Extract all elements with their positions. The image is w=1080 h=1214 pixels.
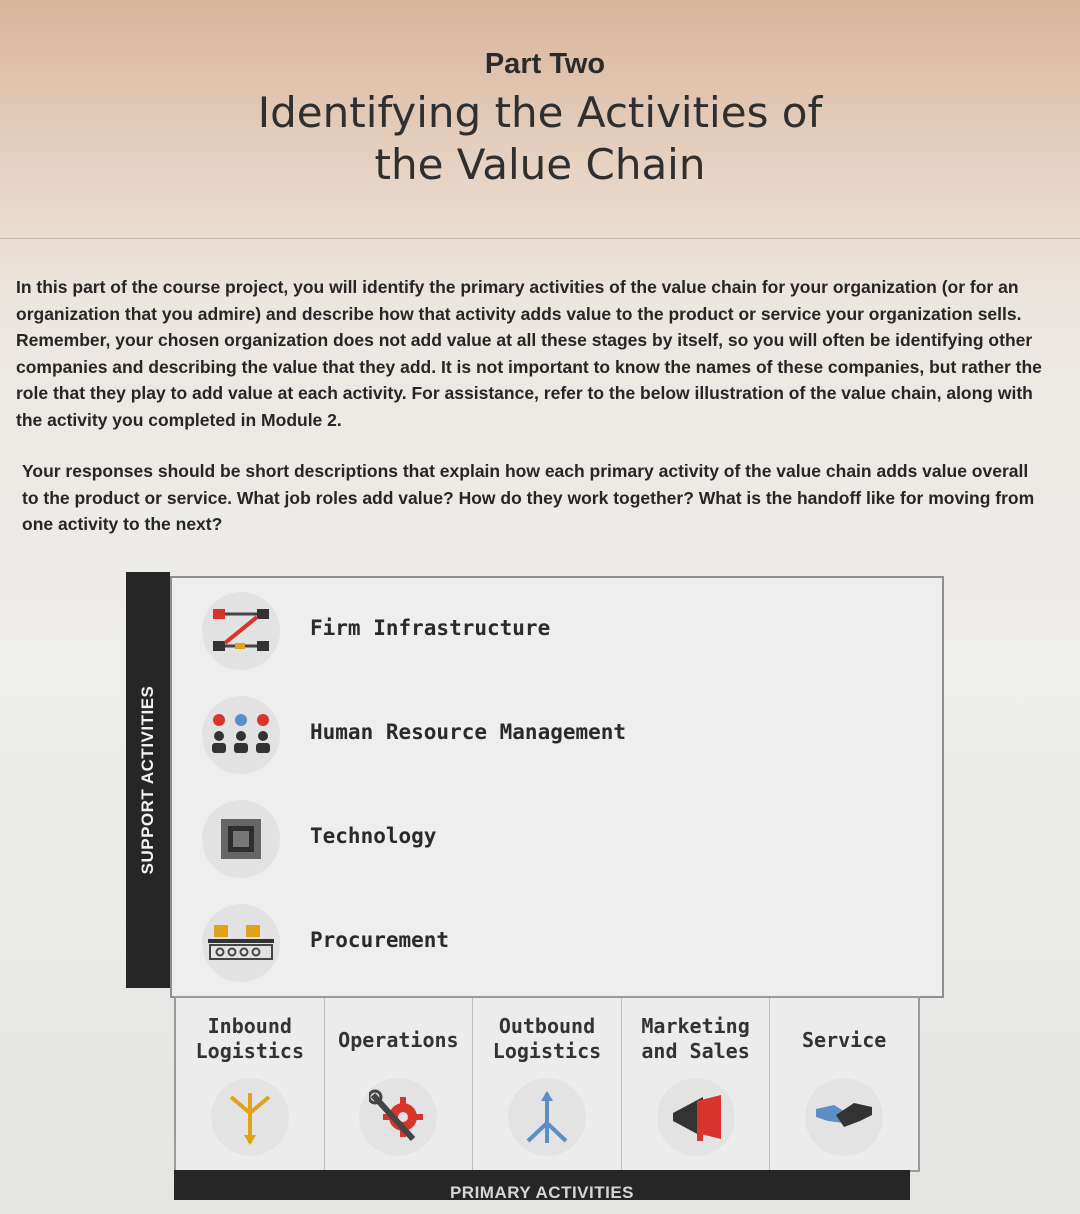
primary-col-inbound-logistics: [176, 998, 325, 1170]
primary-activities-label: PRIMARY ACTIVITIES: [449, 1183, 635, 1202]
primary-activities-panel: [174, 996, 920, 1172]
instructions-paragraph: Your responses should be short descriptions that explain how each primary activity of the value chain adds value overall to the product or service. What job roles add value? How do they work together? What is the handoff like for moving from one activity to the next?: [22, 461, 1035, 534]
support-label-human-resource: Human Resource Management: [310, 720, 627, 744]
primary-col-marketing-sales: [622, 998, 771, 1170]
primary-label-line1: Outbound: [498, 1014, 596, 1038]
intro-paragraph: In this part of the course project, you will identify the primary activities of the value chain for your organization (or for an organization that you admire) and describe how that activity adds value to the product or service your organization sells. Remember, your chosen organization does not add value at all these stages by itself, so you will often be identifying other companies and describing the value that they add. It is not important to know the names of these companies, but rather the role that they play to add value at each activity. For assistance, refer to the below illustration of the value chain, along with the activity you completed in Module 2.: [16, 277, 1042, 430]
network-icon: [202, 592, 280, 670]
page-title: [0, 87, 1080, 191]
title-block: [0, 48, 1080, 191]
people-icon: [202, 696, 280, 774]
support-row-technology: [202, 800, 922, 880]
value-chain-diagram: [126, 572, 942, 1200]
inbound-arrows-icon: [211, 1078, 289, 1156]
primary-label-inbound-logistics: [176, 1014, 324, 1064]
gear-wrench-icon: [359, 1078, 437, 1156]
support-row-human-resource: [202, 696, 922, 776]
divider: [0, 238, 1080, 239]
support-row-firm-infrastructure: [202, 592, 922, 672]
handshake-icon: [805, 1078, 883, 1156]
primary-label-line1: Marketing: [641, 1014, 750, 1038]
support-label-firm-infrastructure: Firm Infrastructure: [310, 616, 551, 640]
support-activities-panel: [170, 576, 944, 998]
support-row-procurement: [202, 904, 922, 984]
chip-icon: [202, 800, 280, 878]
primary-label-outbound-logistics: [473, 1014, 621, 1064]
primary-label-operations: Operations: [338, 1028, 459, 1052]
primary-label-line1: Inbound: [207, 1014, 292, 1038]
primary-label-service: Service: [802, 1028, 887, 1052]
primary-col-operations: [325, 998, 474, 1170]
page-title-line1: Identifying the Activities of: [257, 88, 823, 137]
support-label-procurement: Procurement: [310, 928, 450, 952]
support-activities-label: SUPPORT ACTIVITIES: [138, 685, 157, 875]
primary-label-line2: and Sales: [641, 1039, 750, 1063]
conveyor-icon: [202, 904, 280, 982]
primary-label-line2: Logistics: [492, 1039, 602, 1063]
primary-activities-bar: [174, 1170, 910, 1200]
outbound-arrows-icon: [508, 1078, 586, 1156]
page-title-line2: the Value Chain: [374, 140, 706, 189]
support-label-technology: Technology: [310, 824, 437, 848]
support-activities-bar: [126, 572, 170, 988]
primary-label-line2: Logistics: [195, 1039, 304, 1063]
primary-label-marketing-sales: [622, 1014, 770, 1064]
primary-col-service: [770, 998, 918, 1170]
megaphone-icon: [657, 1078, 735, 1156]
primary-col-outbound-logistics: [473, 998, 622, 1170]
part-label: Part Two: [484, 48, 606, 80]
